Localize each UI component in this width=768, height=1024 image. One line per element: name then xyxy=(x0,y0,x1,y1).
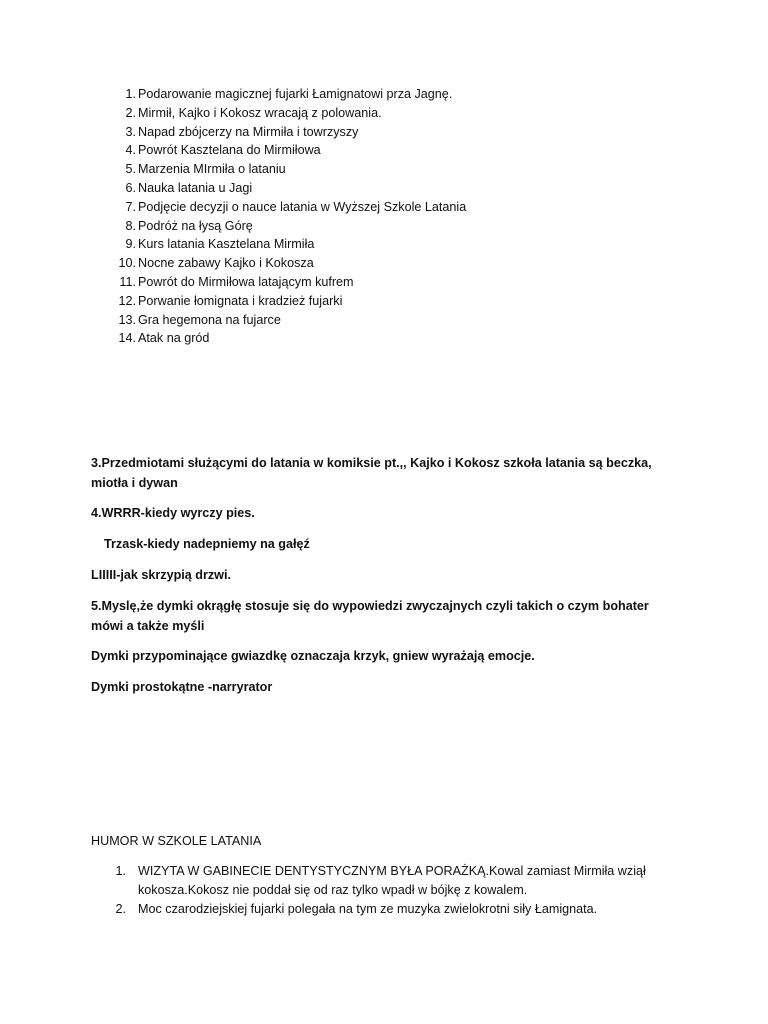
list-item xyxy=(110,235,670,254)
list-text: Mirmił, Kajko i Kokosz wracają z polowania. xyxy=(138,105,382,120)
list-number: 1. xyxy=(115,864,126,878)
list-number: 10. xyxy=(118,256,136,271)
list-text: Napad zbójcerzy na Mirmiła i towrzyszy xyxy=(138,124,359,139)
list-number: 11. xyxy=(119,274,136,289)
list-text: Atak na gród xyxy=(138,331,210,346)
list-number: 5. xyxy=(125,162,136,177)
list-text: Nocne zabawy Kajko i Kokosza xyxy=(138,256,314,271)
answer-5-line-3: Dymki prostokątne -narryrator xyxy=(91,680,273,694)
list-number: 8. xyxy=(125,218,136,233)
list-text: Moc czarodziejskiej fujarki polegała na tym ze muzyka zwielokrotni siły Łamignata. xyxy=(138,902,598,916)
list-number: 7. xyxy=(125,199,136,214)
list-item xyxy=(110,900,670,919)
list-text: Podarowanie magicznej fujarki Łamignatowi prza Jagnę. xyxy=(138,87,453,101)
list-number: 9. xyxy=(125,237,136,252)
list-item xyxy=(110,123,670,142)
answer-3-paragraph: 3.Przedmiotami służącymi do latania w komiksie pt.,, Kajko i Kokosz szkoła latania są beczka, miotła i dywan xyxy=(91,456,652,490)
answer-4-line-3: LIIIII-jak skrzypią drzwi. xyxy=(91,568,231,582)
list-item xyxy=(110,862,670,900)
list-item xyxy=(110,198,670,217)
list-number: 12. xyxy=(118,293,136,308)
list-item xyxy=(110,329,670,348)
list-item xyxy=(110,85,670,104)
list-text: Kurs latania Kasztelana Mirmiła xyxy=(138,237,315,252)
list-text: Podjęcie decyzji o nauce latania w Wyższej Szkole Latania xyxy=(138,199,467,214)
list-item xyxy=(110,273,670,292)
list-text: Nauka latania u Jagi xyxy=(138,180,253,195)
list-number: 3. xyxy=(125,124,136,139)
answer-4-line-1: 4.WRRR-kiedy wyrczy pies. xyxy=(91,506,255,520)
answer-5-line-1: 5.Myslę,że dymki okrągłę stosuje się do wypowiedzi zwyczajnych czyli takich o czym bohater mówi a także myśli xyxy=(91,599,649,633)
list-text: Marzenia MIrmiła o lataniu xyxy=(138,162,286,177)
list-text: Porwanie łomignata i kradzież fujarki xyxy=(138,293,343,308)
list-item xyxy=(110,104,670,123)
list-item xyxy=(110,141,670,160)
list-number: 6. xyxy=(125,180,136,195)
list-text: WIZYTA W GABINECIE DENTYSTYCZNYM BYŁA PORAŻKĄ.Kowal zamiast Mirmiła wziął kokosza.Kokosz nie poddał się od raz tylko wpadł w bójkę z kowalem. xyxy=(138,864,646,897)
list-number: 2. xyxy=(125,105,136,120)
list-text: Powrót Kasztelana do Mirmiłowa xyxy=(138,143,321,158)
list-item xyxy=(110,254,670,273)
list-item xyxy=(110,160,670,179)
list-number: 4. xyxy=(125,143,136,158)
list-number: 14. xyxy=(118,331,136,346)
answer-5-line-2: Dymki przypominające gwiazdkę oznaczaja krzyk, gniew wyrażają emocje. xyxy=(91,649,535,663)
list-item xyxy=(110,311,670,330)
list-number: 2. xyxy=(115,902,126,916)
story-plan-list xyxy=(110,85,670,348)
humor-list xyxy=(110,862,670,919)
list-text: Gra hegemona na fujarce xyxy=(138,312,281,327)
humor-section-title: HUMOR W SZKOLE LATANIA xyxy=(91,834,262,848)
list-item xyxy=(110,217,670,236)
list-number: 1. xyxy=(125,87,136,101)
list-text: Podróż na łysą Górę xyxy=(138,218,253,233)
answer-4-line-2: Trzask-kiedy nadepniemy na gałęź xyxy=(104,537,310,551)
list-text: Powrót do Mirmiłowa latającym kufrem xyxy=(138,274,354,289)
list-item xyxy=(110,292,670,311)
list-item xyxy=(110,179,670,198)
list-number: 13. xyxy=(118,312,136,327)
